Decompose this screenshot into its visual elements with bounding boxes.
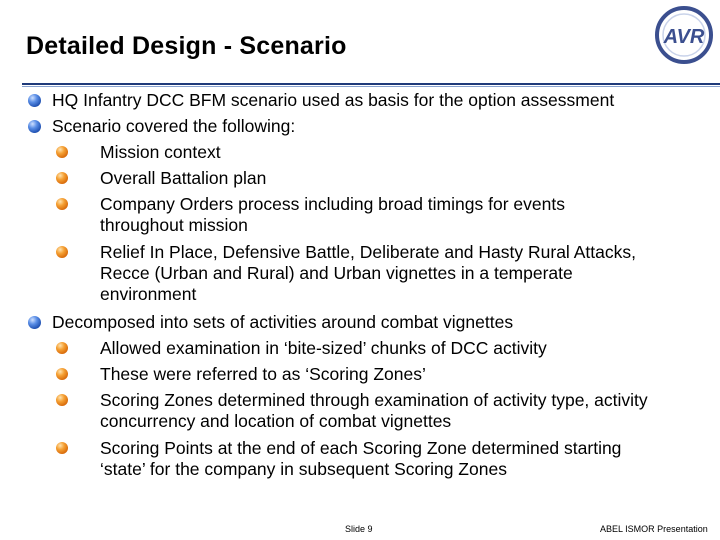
logo-text: AVR xyxy=(663,26,705,48)
sub-bullet-item xyxy=(100,390,700,432)
bullet-item: Scenario covered the following: xyxy=(52,116,296,136)
sub-bullet-item: These were referred to as ‘Scoring Zones’ xyxy=(100,364,426,384)
bullet-item: Decomposed into sets of activities around combat vignettes xyxy=(52,312,514,332)
title-rule-light xyxy=(22,86,720,87)
bullet-icon-level2 xyxy=(56,198,68,210)
bullet-item: HQ Infantry DCC BFM scenario used as basis for the option assessment xyxy=(52,90,615,110)
bullet-icon-level2 xyxy=(56,246,68,258)
sub-bullet-item xyxy=(100,194,700,236)
sub-bullet-item: Mission context xyxy=(100,142,221,162)
sub-bullet-item xyxy=(100,438,700,480)
bullet-line: Recce (Urban and Rural) and Urban vignettes in a temperate xyxy=(100,263,573,283)
slide-number: Slide 9 xyxy=(345,524,373,534)
bullet-icon-level1 xyxy=(28,120,41,133)
bullet-line: ‘state’ for the company in subsequent Scoring Zones xyxy=(100,459,507,479)
bullet-icon-level1 xyxy=(28,316,41,329)
bullet-icon-level2 xyxy=(56,342,68,354)
sub-bullet-item: Overall Battalion plan xyxy=(100,168,267,188)
title-rule xyxy=(22,83,720,85)
bullet-line: Scoring Zones determined through examination of activity type, activity xyxy=(100,390,648,410)
sub-bullet-item: Allowed examination in ‘bite-sized’ chunks of DCC activity xyxy=(100,338,547,358)
bullet-icon-level2 xyxy=(56,394,68,406)
footer-presentation: ABEL ISMOR Presentation xyxy=(600,524,708,534)
page-title: Detailed Design - Scenario xyxy=(26,32,347,60)
bullet-icon-level2 xyxy=(56,368,68,380)
avr-logo xyxy=(653,4,715,66)
bullet-line: concurrency and location of combat vignettes xyxy=(100,411,452,431)
sub-bullet-item xyxy=(100,242,700,305)
bullet-line: Relief In Place, Defensive Battle, Deliberate and Hasty Rural Attacks, xyxy=(100,242,636,262)
bullet-line: Company Orders process including broad timings for events xyxy=(100,194,565,214)
bullet-line: environment xyxy=(100,284,197,304)
bullet-line: throughout mission xyxy=(100,215,248,235)
bullet-icon-level2 xyxy=(56,172,68,184)
bullet-icon-level2 xyxy=(56,146,68,158)
bullet-line: Scoring Points at the end of each Scoring Zone determined starting xyxy=(100,438,622,458)
bullet-icon-level2 xyxy=(56,442,68,454)
bullet-icon-level1 xyxy=(28,94,41,107)
